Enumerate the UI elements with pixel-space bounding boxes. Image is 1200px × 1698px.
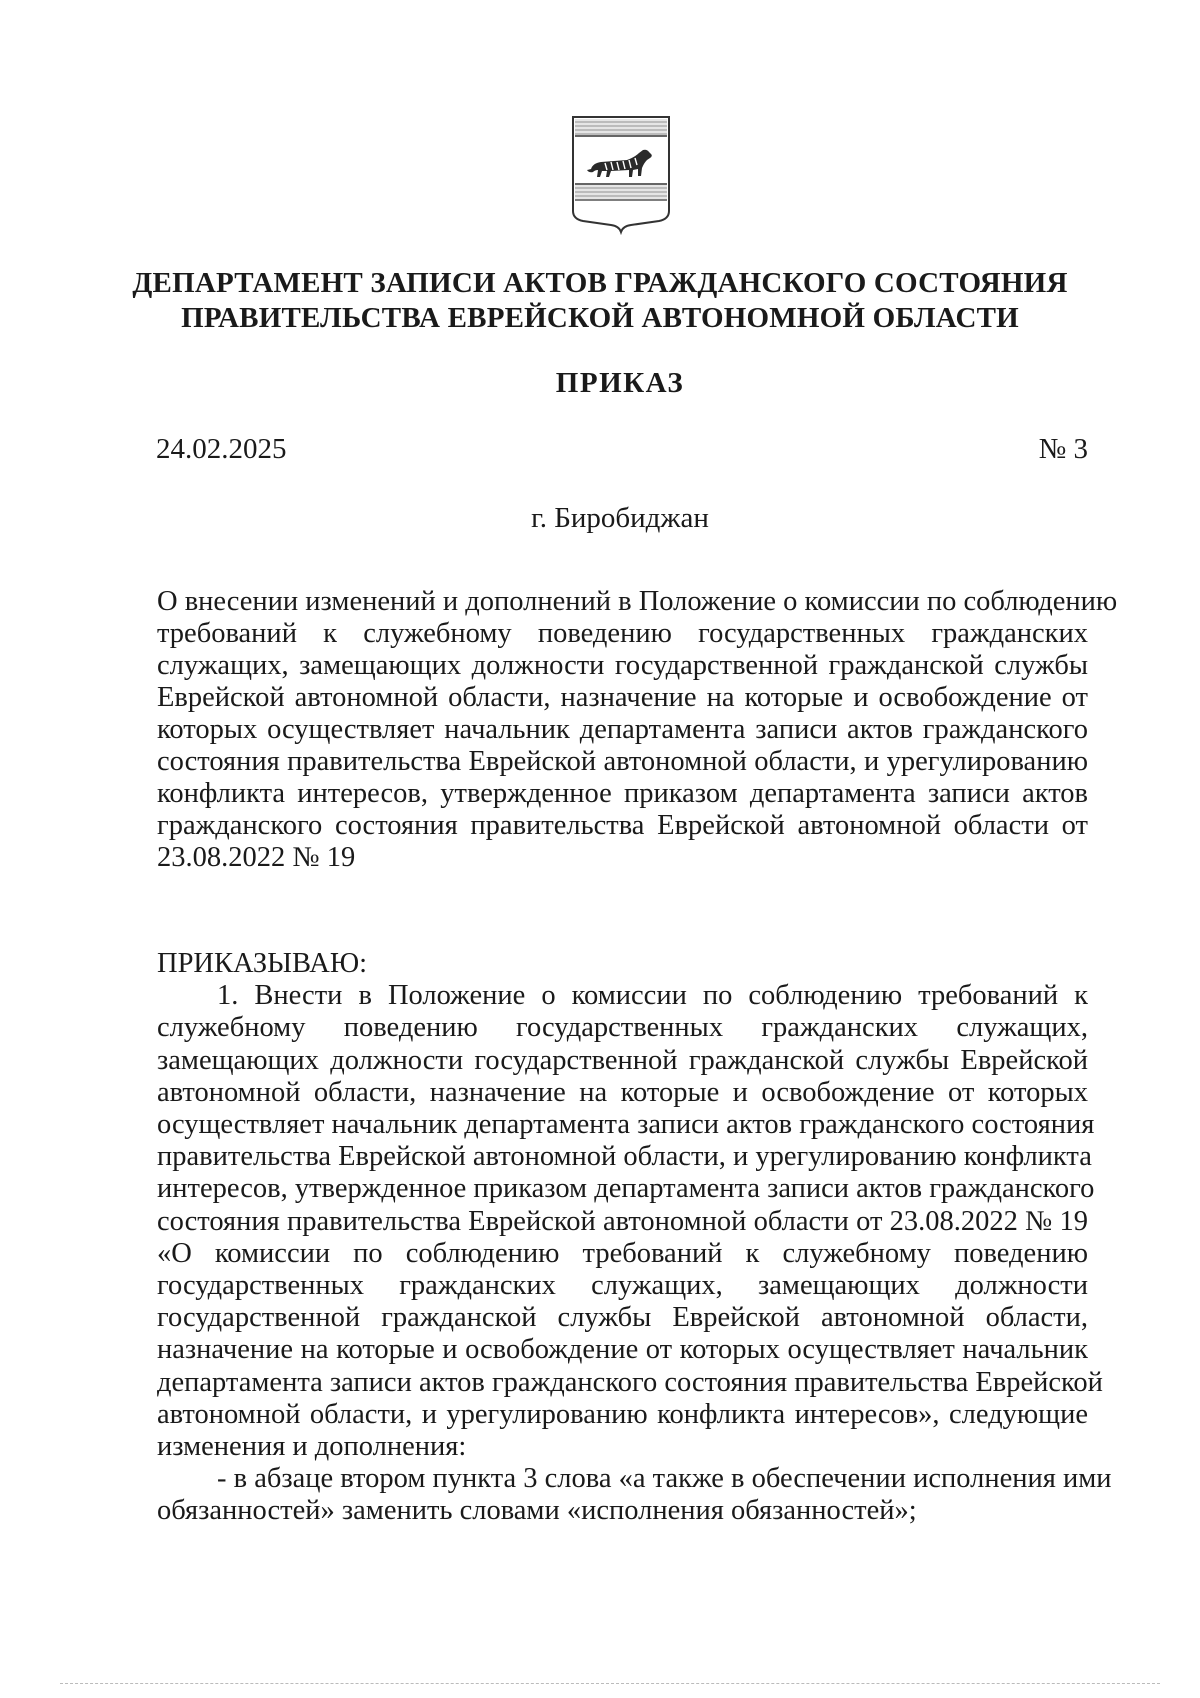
subject-line: которых осуществляет начальник департамента записи актов гражданского	[157, 714, 1088, 745]
order-subject	[157, 586, 1118, 874]
body-line: 1. Внести в Положение о комиссии по соблюдению требований к	[217, 980, 1088, 1012]
subject-line: служащих, замещающих должности государственной гражданской службы	[157, 650, 1088, 681]
body-line: состояния правительства Еврейской автономной области от 23.08.2022 № 19	[157, 1205, 1088, 1237]
body-line: автономной области, и урегулированию конфликта интересов», следующие	[157, 1398, 1088, 1430]
body-line: автономной области, назначение на которые и освобождение от которых	[157, 1076, 1088, 1108]
order-number: № 3	[1038, 433, 1088, 465]
body-line: назначение на которые и освобождение от которых осуществляет начальник	[157, 1334, 1088, 1366]
body-line: «О комиссии по соблюдению требований к служебному поведению	[157, 1237, 1088, 1269]
body-line: государственной гражданской службы Еврейской автономной области,	[157, 1302, 1088, 1334]
body-line: замещающих должности государственной гражданской службы Еврейской	[157, 1044, 1088, 1076]
body-line: государственных гражданских служащих, замещающих должности	[157, 1270, 1088, 1302]
order-title: ПРИКАЗ	[555, 367, 685, 399]
body-line: осуществляет начальник департамента записи актов гражданского состояния	[157, 1109, 1095, 1141]
body-line: интересов, утвержденное приказом департамента записи актов гражданского	[157, 1173, 1095, 1205]
order-date: 24.02.2025	[156, 433, 287, 465]
subject-line: 23.08.2022 № 19	[157, 842, 356, 873]
department-header-line-2: ПРАВИТЕЛЬСТВА ЕВРЕЙСКОЙ АВТОНОМНОЙ ОБЛАСТИ	[181, 302, 1019, 334]
department-header	[0, 266, 1200, 336]
subject-line: Еврейской автономной области, назначение на которые и освобождение от	[157, 682, 1088, 713]
coat-of-arms-tiger-icon	[569, 113, 673, 235]
body-line: обязанностей» заменить словами «исполнения обязанностей»;	[157, 1495, 917, 1527]
body-line: департамента записи актов гражданского состояния правительства Еврейской	[157, 1366, 1103, 1398]
scan-edge-divider	[60, 1683, 1160, 1684]
subject-line: гражданского состояния правительства Еврейской автономной области от	[157, 810, 1088, 841]
body-line: изменения и дополнения:	[157, 1431, 467, 1463]
command-word: ПРИКАЗЫВАЮ:	[157, 948, 368, 979]
subject-line: состояния правительства Еврейской автономной области, и урегулированию	[157, 746, 1088, 777]
order-body	[157, 948, 1112, 1528]
subject-line: конфликта интересов, утвержденное приказом департамента записи актов	[157, 778, 1088, 809]
department-header-line-1: ДЕПАРТАМЕНТ ЗАПИСИ АКТОВ ГРАЖДАНСКОГО СОСТОЯНИЯ	[132, 267, 1068, 299]
subject-line: требований к служебному поведению государственных гражданских	[157, 618, 1088, 649]
body-line: - в абзаце втором пункта 3 слова «а также в обеспечении исполнения ими	[217, 1463, 1112, 1495]
body-line: правительства Еврейской автономной области, и урегулированию конфликта	[157, 1141, 1092, 1173]
order-city: г. Биробиджан	[531, 502, 709, 534]
body-line: служебному поведению государственных гражданских служащих,	[157, 1012, 1088, 1044]
subject-line: О внесении изменений и дополнений в Положение о комиссии по соблюдению	[157, 586, 1118, 617]
